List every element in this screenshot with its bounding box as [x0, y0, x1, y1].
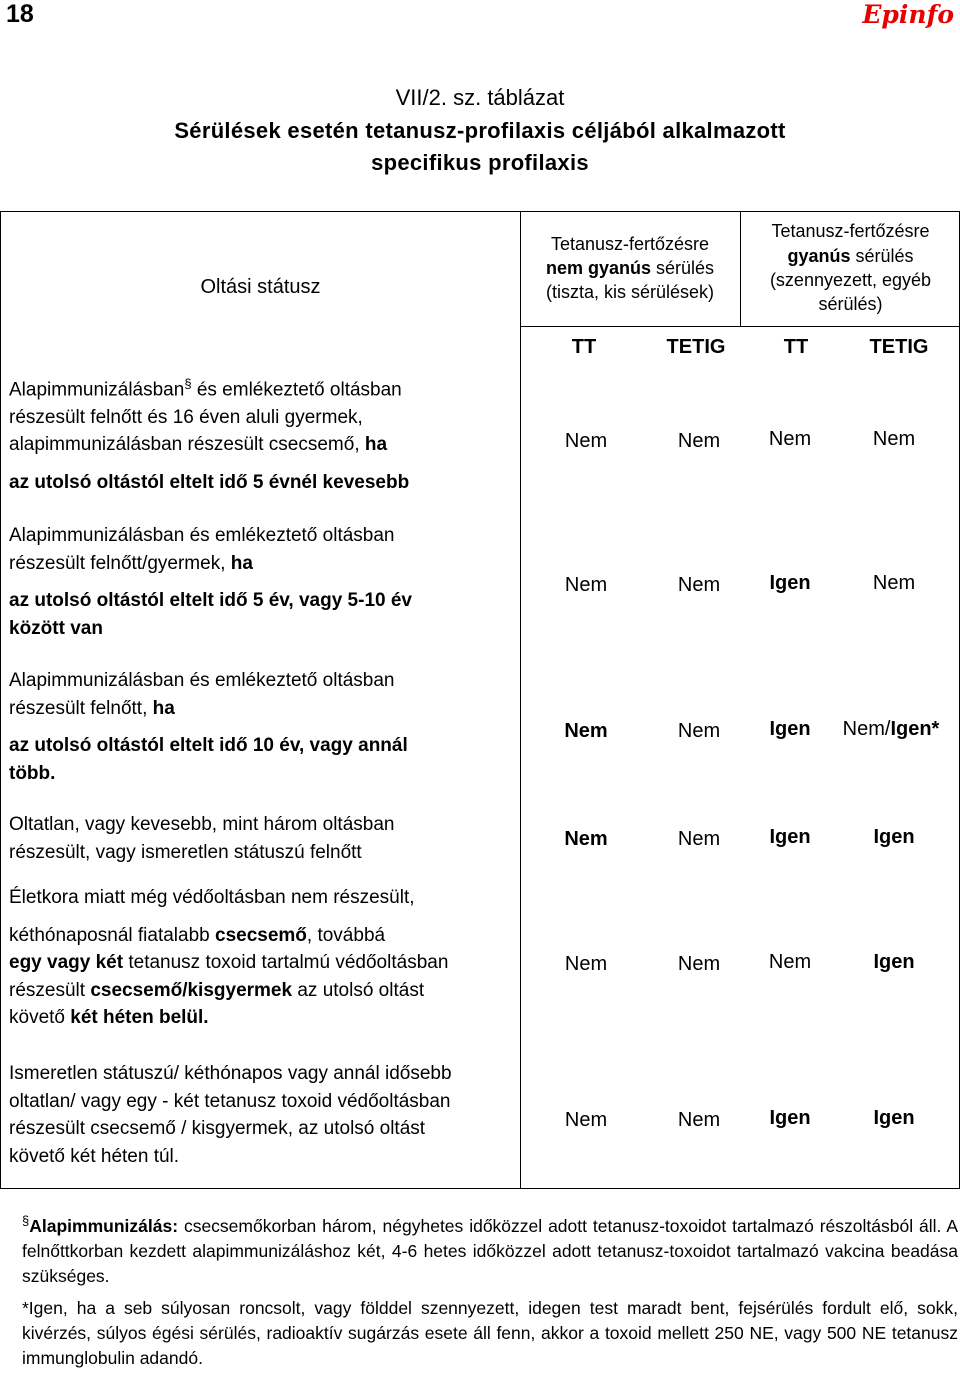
table-cell-value: Nem	[677, 1109, 721, 1131]
footnote-text: *Igen, ha a seb súlyosan roncsolt, vagy földdel szennyezett, idegen test maradt bent, fejsérülés fordult elő, sokk, kivérzés, súlyos égési sérülés, radioaktív sugárzás esete áll fenn, akkor a toxoid mellett 250 NE, vagy 500 NE tetanusz immunglobulin adandó.	[22, 1298, 958, 1368]
status-line: kéthónaposnál fiatalabb csecsemő, továbbá	[9, 924, 386, 946]
status-line: alapimmunizálásban részesült csecsemő, ha	[9, 434, 388, 456]
table-cell-value: Nem	[768, 951, 812, 973]
table-cell-value: Nem	[564, 574, 608, 596]
status-line: részesült csecsemő / kisgyermek, az utolsó oltást	[9, 1118, 426, 1140]
col-header-line: (tiszta, kis sérülések)	[545, 282, 715, 303]
table-row-status	[9, 811, 517, 866]
col-header-line: Tetanusz-fertőzésre	[550, 233, 710, 254]
subheader-tt: TT	[783, 335, 809, 358]
table-cell-value: Nem	[677, 720, 721, 742]
header-divider	[520, 326, 959, 327]
status-line: részesült felnőtt és 16 éven aluli gyermek,	[9, 406, 363, 428]
status-line: egy vagy két tetanusz toxoid tartalmú védőoltásban	[9, 952, 449, 974]
status-line: részesült csecsemő/kisgyermek az utolsó oltást	[9, 979, 425, 1001]
status-line: az utolsó oltástól eltelt idő 10 év, vagy annál	[9, 735, 408, 757]
table-title-line1: Sérülések esetén tetanusz-profilaxis céljából alkalmazott	[174, 118, 786, 143]
status-line: Alapimmunizálásban§ és emlékeztető oltásban	[9, 376, 402, 401]
status-line: követő két héten belül.	[9, 1007, 209, 1029]
footnote-term: Alapimmunizálás:	[29, 1215, 179, 1236]
col-header-line: (szennyezett, egyéb	[769, 270, 932, 290]
status-line: Ismeretlen státuszú/ kéthónapos vagy annál idősebb	[9, 1063, 452, 1084]
status-line: az utolsó oltástól eltelt idő 5 év, vagy 5-10 év	[9, 590, 412, 612]
table-cell-value: Igen	[769, 1107, 811, 1129]
status-header: Oltási státusz	[200, 275, 321, 298]
status-line: Alapimmunizálásban és emlékeztető oltásban	[9, 670, 395, 691]
table-cell-value: Igen	[769, 718, 811, 740]
col-header-suspicious	[740, 212, 960, 324]
status-line: több.	[9, 762, 56, 784]
table-row-status	[9, 1060, 517, 1170]
table-cell-value: Igen	[873, 951, 915, 973]
table-cell-value: Nem	[564, 828, 608, 850]
subheader-tetig: TETIG	[869, 335, 929, 358]
table-cell-value: Nem	[872, 428, 916, 450]
table-cell-value: Nem	[564, 430, 608, 452]
table-cell-value: Nem	[677, 574, 721, 596]
subheader-tetig: TETIG	[666, 335, 726, 358]
status-line: Alapimmunizálásban és emlékeztető oltásban	[9, 525, 395, 546]
table-cell-value: Igen	[873, 826, 915, 848]
page-number: 18	[6, 0, 34, 28]
col-header-line: gyanús sérülés	[787, 245, 914, 266]
status-line: részesült, vagy ismeretlen státuszú felnőtt	[9, 841, 362, 863]
table-cell-value: Nem/Igen*	[842, 718, 940, 740]
status-line: között van	[9, 617, 103, 639]
col-header-not-suspicious	[520, 212, 740, 324]
table-row-status	[9, 375, 517, 497]
col-header-line: Tetanusz-fertőzésre	[771, 221, 930, 242]
table-row-status	[9, 667, 517, 787]
footnote-basic-immunization	[22, 1212, 958, 1288]
column-divider	[520, 212, 521, 1188]
table-cell-value: Nem	[564, 720, 608, 742]
prophylaxis-table	[0, 211, 960, 1189]
subheader-tt: TT	[571, 335, 597, 358]
footnote-text: csecsemőkorban három, négyhetes időközzel adott tetanusz-toxoidot tartalmazó részoltásból áll. A felnőttkorban kezdett alapimmunizáláshoz két, 4-6 hetes időközzel adott tetanusz-toxoidot tartalmazó vakcina beadása szükséges.	[22, 1215, 958, 1286]
status-line: oltatlan/ vagy egy - két tetanusz toxoid védőoltásban	[9, 1090, 451, 1112]
footnote-mark: §	[22, 1213, 30, 1228]
table-cell-value: Nem	[872, 572, 916, 594]
table-cell-value: Nem	[564, 1109, 608, 1131]
table-cell-value: Nem	[768, 428, 812, 450]
table-row-status	[9, 522, 517, 642]
table-cell-value: Nem	[677, 430, 721, 452]
col-header-line: nem gyanús sérülés	[545, 257, 715, 278]
status-line: részesült felnőtt/gyermek, ha	[9, 552, 253, 574]
status-line: követő két héten túl.	[9, 1145, 180, 1167]
status-line: Oltatlan, vagy kevesebb, mint három oltásban	[9, 814, 395, 835]
table-cell-value: Nem	[677, 953, 721, 975]
table-row-status	[9, 884, 517, 1032]
footnote-igen-condition	[22, 1296, 958, 1371]
table-cell-value: Nem	[677, 828, 721, 850]
table-cell-value: Igen	[769, 572, 811, 594]
status-line: részesült felnőtt, ha	[9, 697, 175, 719]
table-cell-value: Igen	[873, 1107, 915, 1129]
status-line: Életkora miatt még védőoltásban nem részesült,	[9, 887, 415, 908]
table-cell-value: Igen	[769, 826, 811, 848]
table-cell-value: Nem	[564, 953, 608, 975]
col-header-line: sérülés)	[818, 294, 883, 315]
table-label: VII/2. sz. táblázat	[395, 85, 565, 110]
status-line: az utolsó oltástól eltelt idő 5 évnél kevesebb	[9, 471, 410, 493]
brand-logo: Epinfo	[862, 0, 954, 29]
table-title-line2: specifikus profilaxis	[371, 150, 589, 175]
